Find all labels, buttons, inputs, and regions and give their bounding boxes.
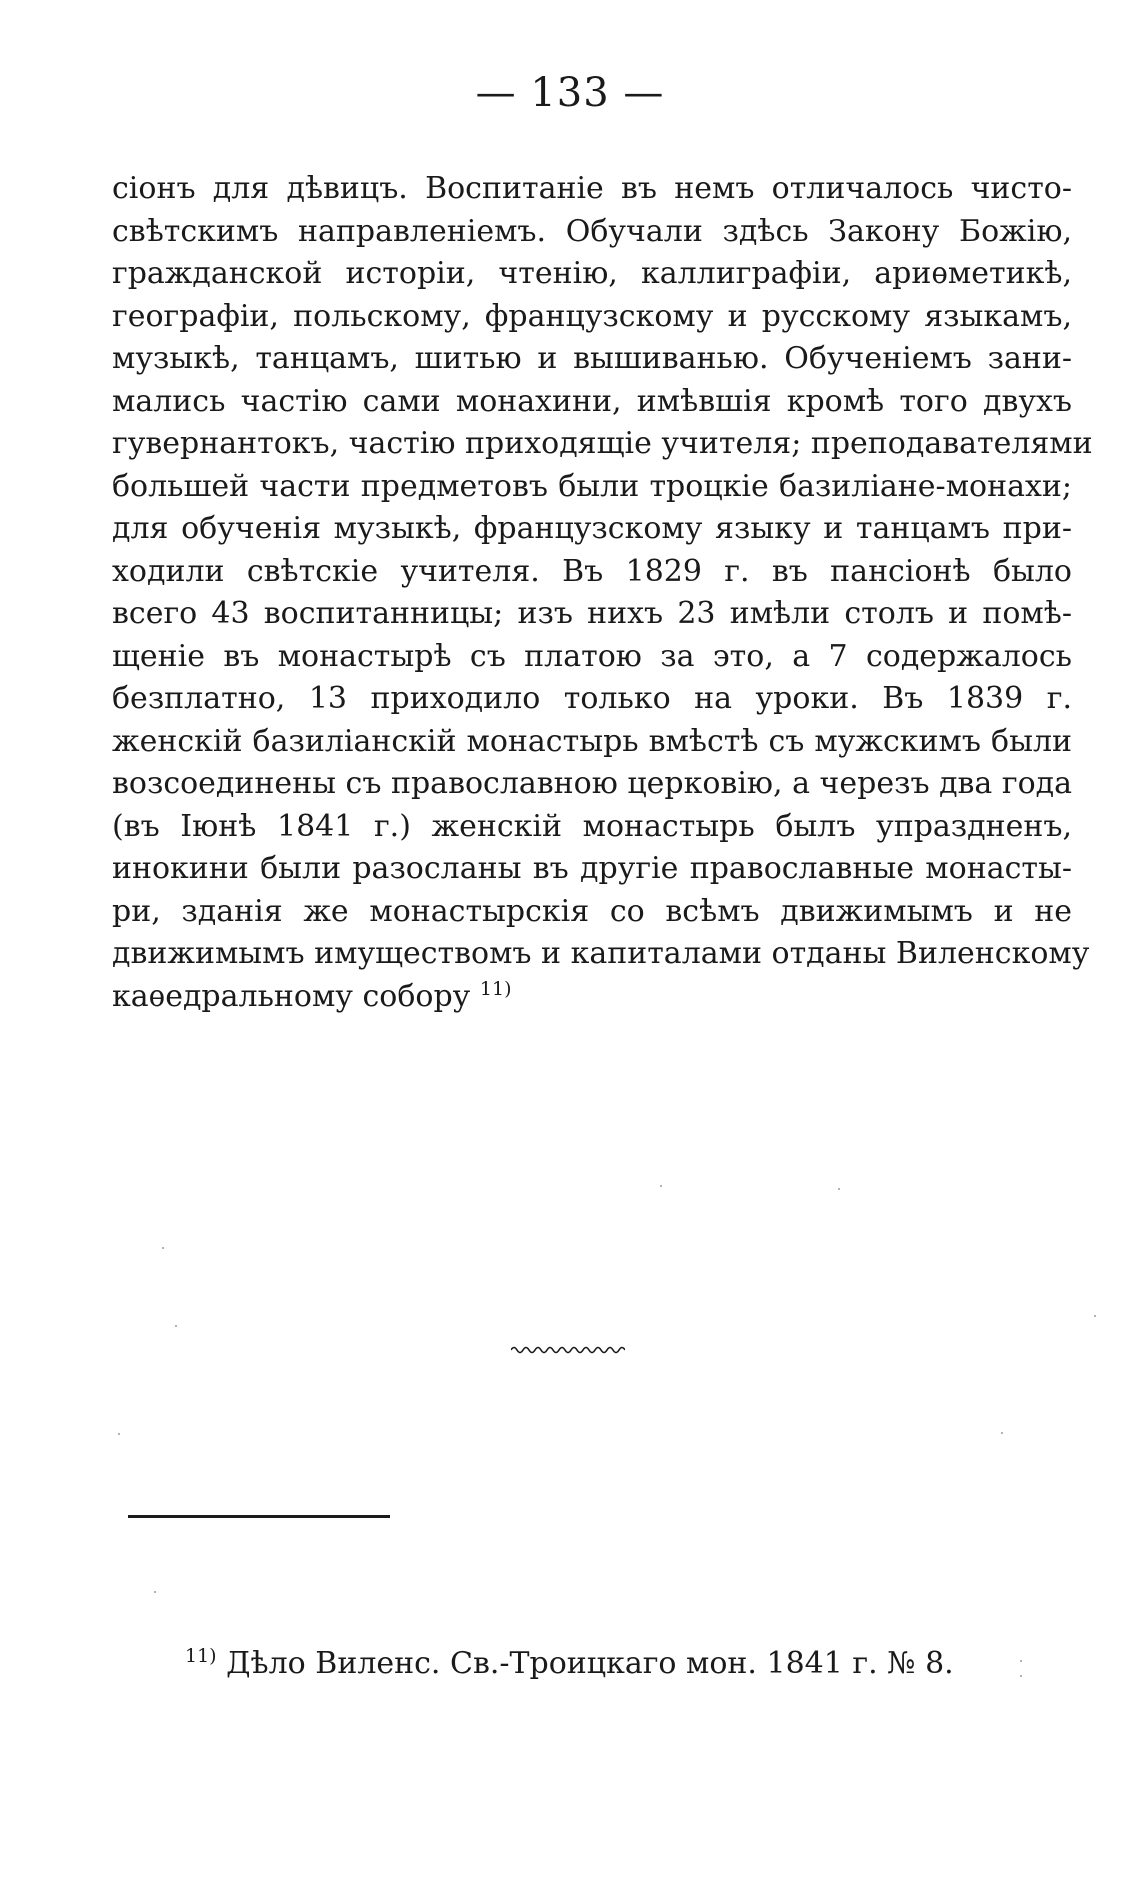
text-line: возсоединены съ православною церковію, а черезъ два года <box>112 766 1072 801</box>
text-line: безплатно, 13 приходило только на уроки. Въ 1839 г. <box>112 681 1072 716</box>
text-line: географіи, польскому, французскому и русскому языкамъ, <box>112 298 1072 334</box>
text-line: музыкѣ, танцамъ, шитью и вышиванью. Обученіемъ зани- <box>112 341 1072 376</box>
scan-speck <box>154 1591 156 1593</box>
scan-speck <box>660 1185 662 1187</box>
scan-speck <box>175 1325 177 1327</box>
page-number: — 133 — <box>475 70 665 116</box>
scan-speck <box>1020 1660 1022 1662</box>
text-line: всего 43 воспитанницы; изъ нихъ 23 имѣли столъ и помѣ- <box>112 596 1072 631</box>
scan-speck <box>1001 1432 1003 1434</box>
section-divider-ornament <box>511 1344 625 1356</box>
text-line: мались частію сами монахини, имѣвшія кромѣ того двухъ <box>112 383 1072 419</box>
footnote-marker: 11) <box>185 1645 217 1667</box>
text-line: женскій базиліанскій монастырь вмѣстѣ съ мужскимъ были <box>112 723 1072 759</box>
text-line: сіонъ для дѣвицъ. Воспитаніе въ немъ отличалось чисто- <box>112 171 1072 206</box>
text-line: инокини были разосланы въ другіе православные монасты- <box>112 851 1072 886</box>
footnote-reference[interactable]: 11) <box>479 977 512 1000</box>
footnote-text: Дѣло Виленс. Св.-Троицкаго мон. 1841 г. № 8. <box>226 1646 954 1681</box>
footnote <box>185 1644 954 1684</box>
body-text <box>112 168 1093 1018</box>
scan-speck <box>162 1247 164 1249</box>
text-line: большей части предметовъ были троцкіе базиліане-монахи; <box>112 468 1072 504</box>
scan-speck <box>1094 1315 1096 1317</box>
text-line: для обученія музыкѣ, французскому языку и танцамъ при- <box>112 511 1072 546</box>
text-line: ходили свѣтскіе учителя. Въ 1829 г. въ пансіонѣ было <box>112 553 1072 589</box>
text-line: гражданской исторіи, чтенію, каллиграфіи, ариѳметикѣ, <box>112 256 1072 291</box>
text-line-last <box>112 976 1072 1019</box>
scan-speck <box>838 1188 840 1190</box>
footnote-separator-rule <box>128 1515 390 1518</box>
scan-speck <box>1020 1675 1022 1677</box>
text-line: ри, зданія же монастырскія со всѣмъ движимымъ и не <box>112 893 1072 929</box>
text-line: (въ Іюнѣ 1841 г.) женскій монастырь былъ упраздненъ, <box>112 808 1072 844</box>
last-line-text: каѳедральному собору <box>112 978 471 1014</box>
text-line: движимымъ имуществомъ и капиталами отданы Виленскому <box>112 936 1090 971</box>
scan-speck <box>118 1433 120 1435</box>
text-line: щеніе въ монастырѣ съ платою за это, а 7 содержалось <box>112 638 1072 674</box>
text-line: свѣтскимъ направленіемъ. Обучали здѣсь Закону Божію, <box>112 213 1072 249</box>
text-line: гувернантокъ, частію приходящіе учителя; преподавателями <box>112 426 1093 461</box>
